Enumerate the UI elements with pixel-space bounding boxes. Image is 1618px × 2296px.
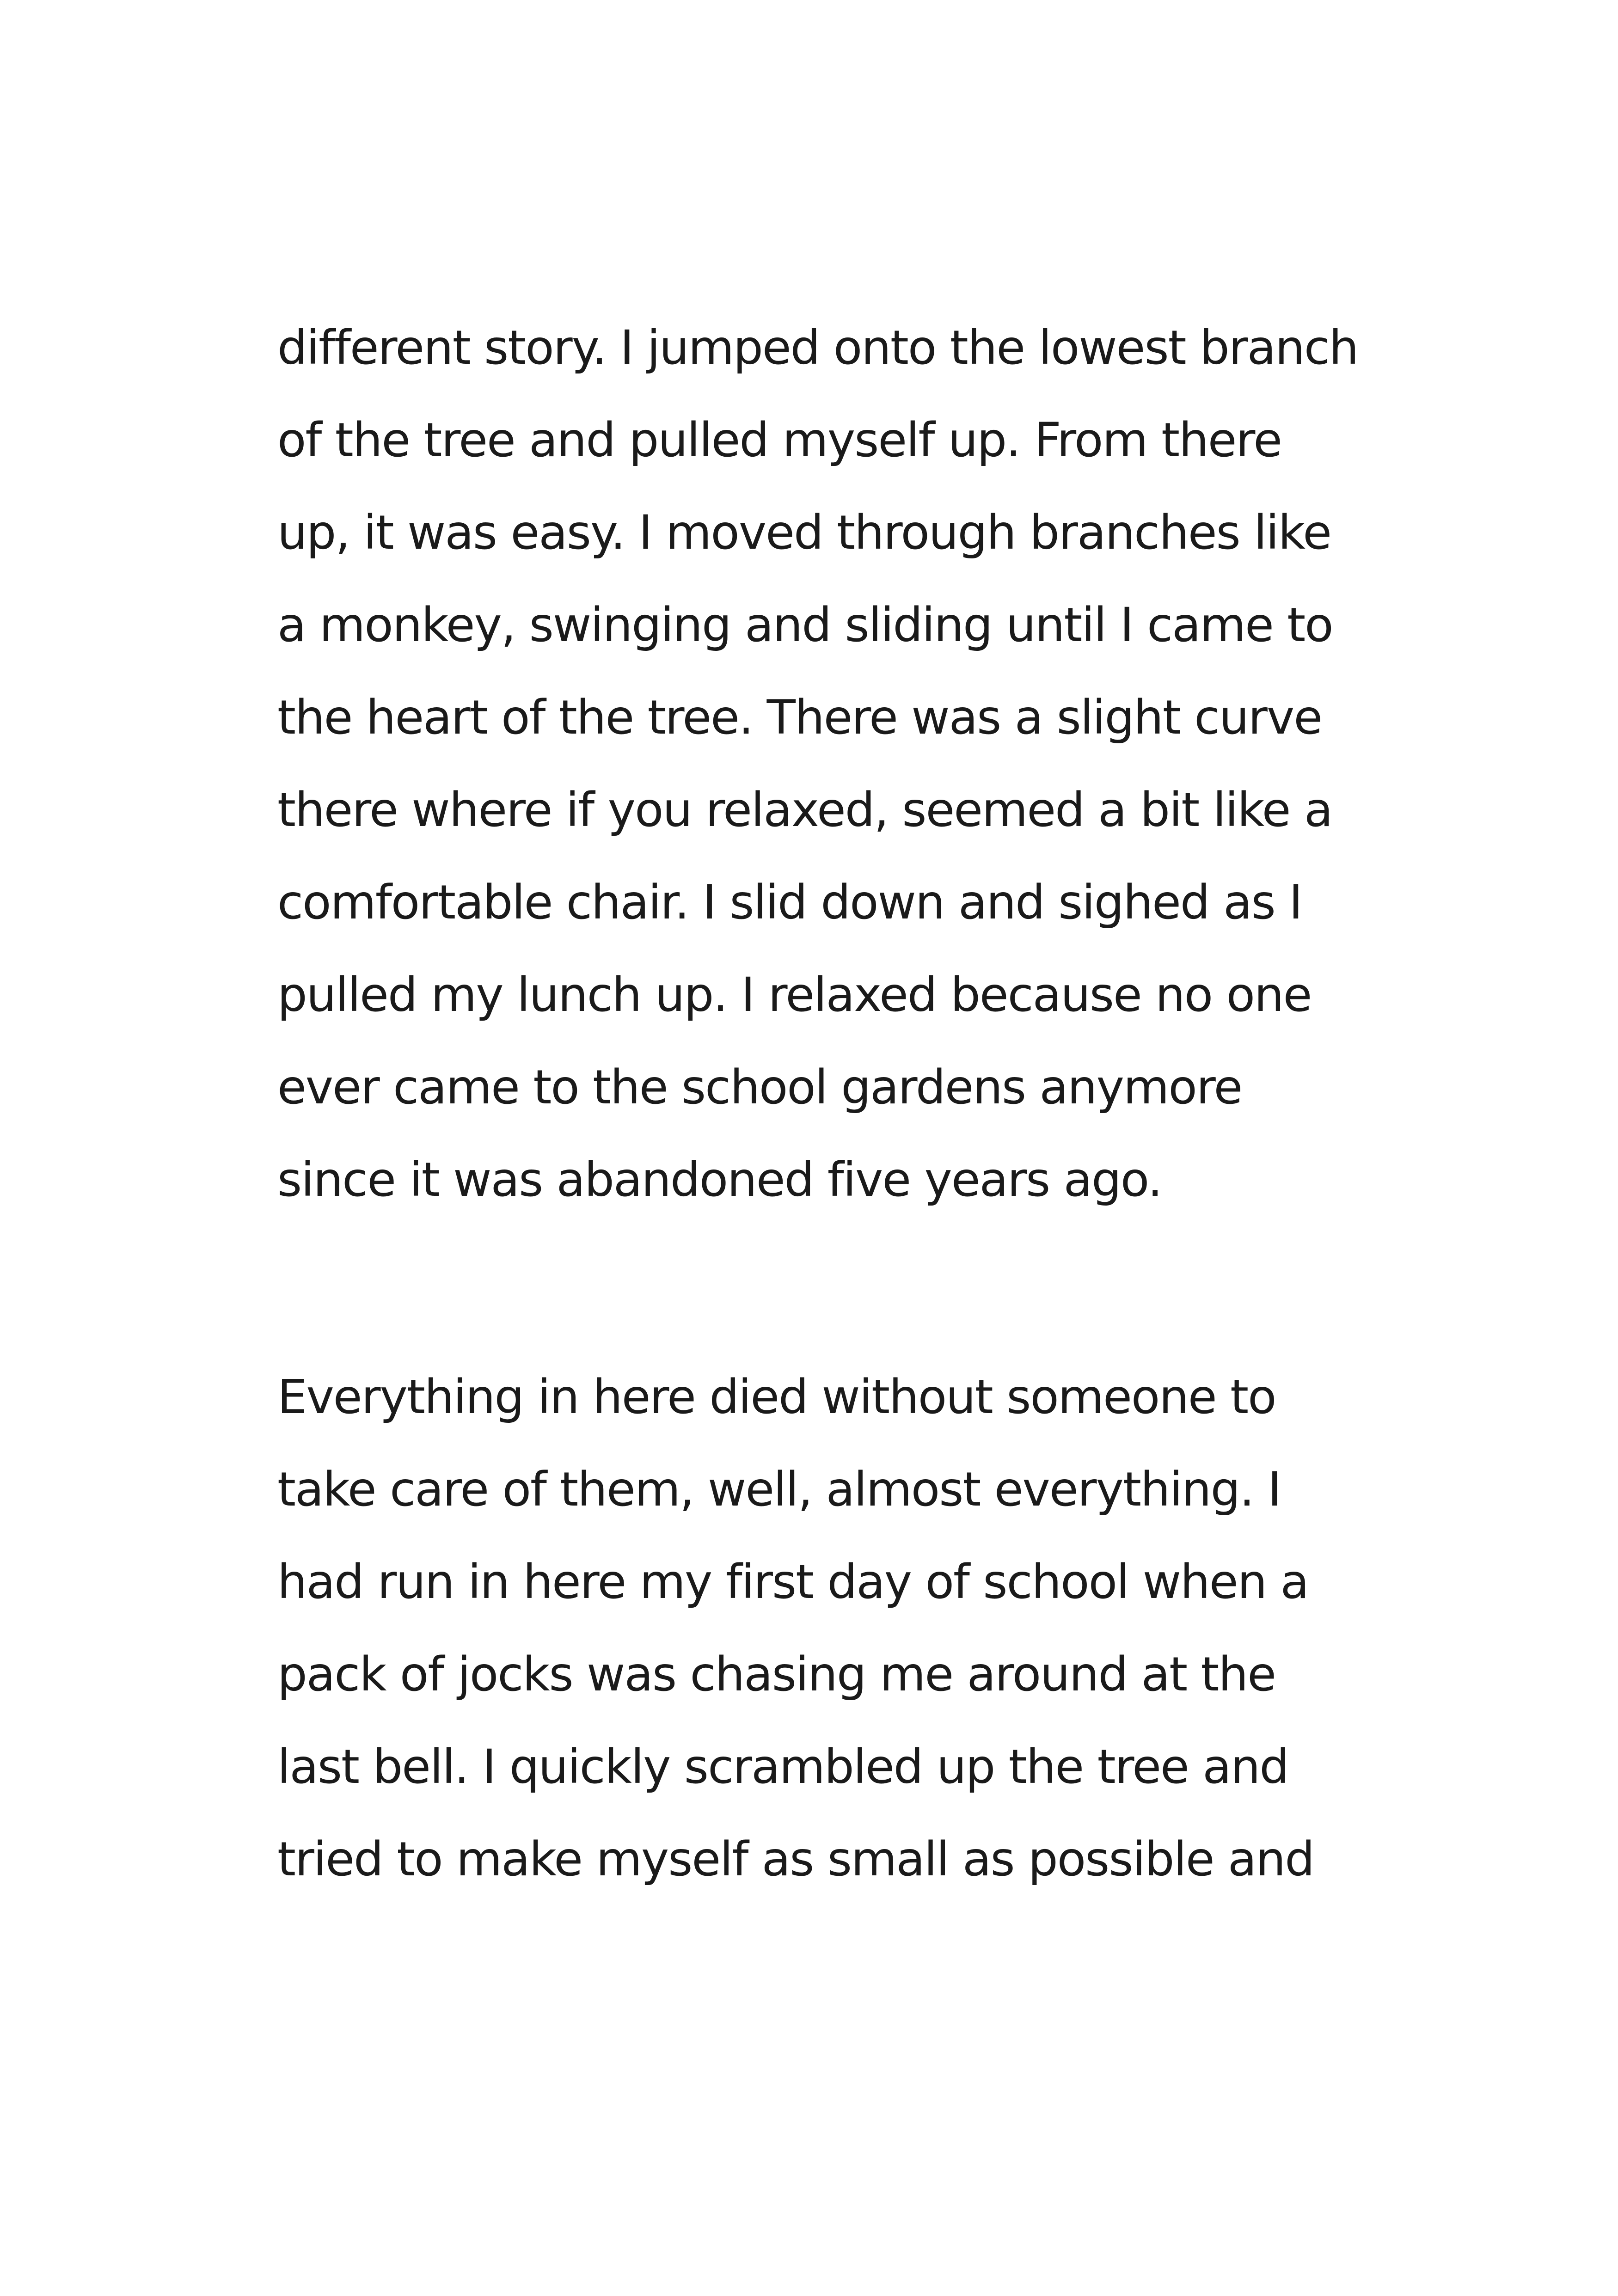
text-line: of the tree and pulled myself up. From there (277, 413, 1281, 468)
text-line: since it was abandoned five years ago. (277, 1152, 1162, 1207)
text-line: there where if you relaxed, seemed a bit like a (277, 783, 1332, 838)
paragraph-1 (277, 302, 1442, 1226)
text-line: tried to make myself as small as possible and (277, 1832, 1314, 1887)
paragraph-2 (277, 1351, 1442, 1906)
text-line: take care of them, well, almost everything. I (277, 1462, 1281, 1517)
text-line: up, it was easy. I moved through branches like (277, 505, 1331, 560)
text-line: ever came to the school gardens anymore (277, 1060, 1242, 1115)
text-line: comfortable chair. I slid down and sighed as I (277, 875, 1302, 930)
text-line: pulled my lunch up. I relaxed because no one (277, 967, 1312, 1022)
text-line: last bell. I quickly scrambled up the tree and (277, 1739, 1289, 1794)
text-line: Everything in here died without someone to (277, 1370, 1276, 1425)
text-line: pack of jocks was chasing me around at the (277, 1647, 1275, 1702)
text-line: had run in here my first day of school when a (277, 1555, 1309, 1610)
text-line: the heart of the tree. There was a slight curve (277, 690, 1322, 745)
text-line: different story. I jumped onto the lowest branch (277, 320, 1358, 375)
text-line: a monkey, swinging and sliding until I came to (277, 598, 1333, 653)
